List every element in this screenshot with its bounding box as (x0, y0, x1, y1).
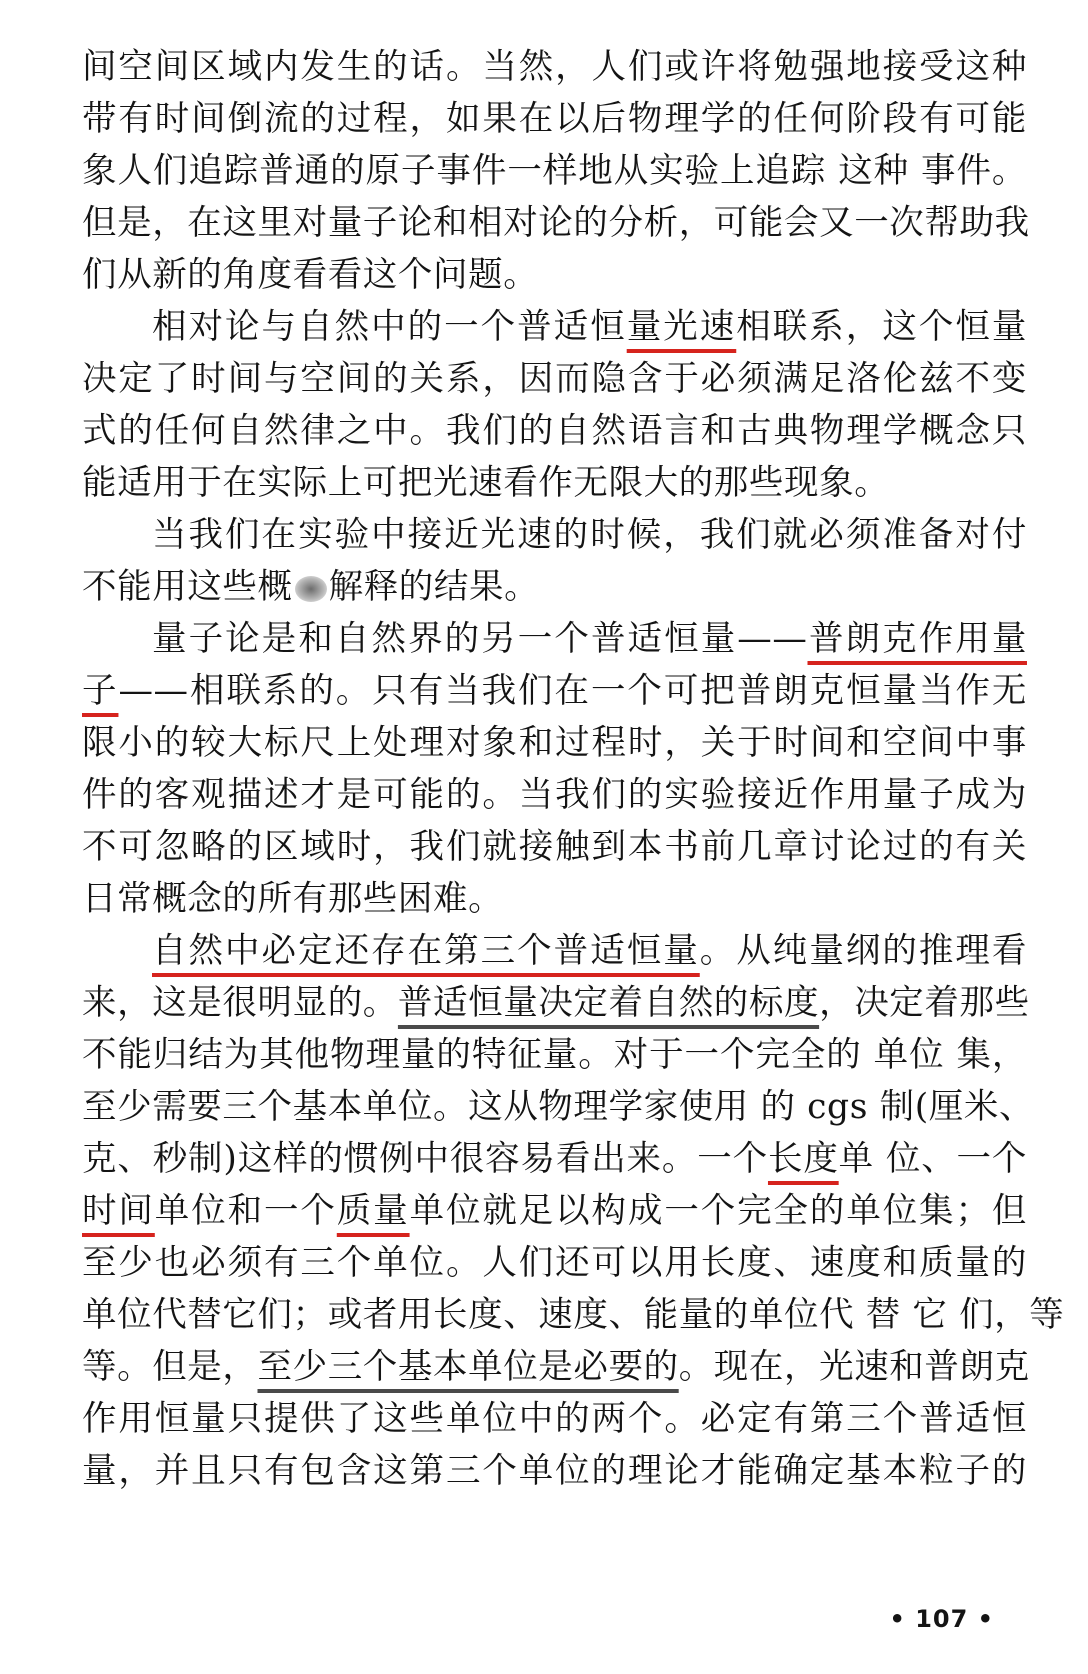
text-segment: 相对论与自然中的一个普适恒 (152, 307, 627, 347)
text-line (152, 924, 1027, 978)
text-segment: 单位就足以构成一个完全的单位集；但 (409, 1191, 1028, 1231)
text-line (82, 976, 1030, 1030)
text-segment: 不能用这些概 (82, 567, 293, 607)
text-line: 单位代替它们；或者用长度、速度、能量的单位代 替 它 们，等 (82, 1295, 1065, 1335)
text-line: 能适用于在实际上可把光速看作无限大的那些现象。 (82, 463, 890, 503)
blurred-character (295, 576, 327, 602)
text-line: 象人们追踪普通的原子事件一样地从实验上追踪 这种 事件。 (82, 151, 1027, 191)
text-line (82, 560, 1027, 614)
text-segment: 量子论是和自然界的另一个普适恒量—— (152, 619, 808, 659)
red-underlined-text: 长度 (767, 1139, 839, 1179)
text-line (152, 300, 1027, 354)
text-line: 量，并且只有包含这第三个单位的理论才能确定基本粒子的 (82, 1451, 1027, 1491)
text-segment: 。现在，光速和普朗克 (678, 1347, 1030, 1387)
text-line: 作用恒量只提供了这些单位中的两个。必定有第三个普适恒 (82, 1399, 1027, 1439)
text-segment: 相联系，这个恒量 (736, 307, 1027, 347)
text-segment: 解释的结果。 (328, 567, 540, 607)
text-line: 限小的较大标尺上处理对象和过程时，关于时间和空间中事 (82, 723, 1027, 763)
text-segment: ——相联系的。只有当我们在一个可把普朗克恒量当作无 (118, 671, 1027, 711)
text-line: 至少也必须有三个单位。人们还可以用长度、速度和质量的 (82, 1243, 1027, 1283)
text-line: 不能归结为其他物理量的特征量。对于一个完全的 单位 集， (82, 1035, 1027, 1075)
text-segment: 克、秒制)这样的惯例中很容易看出来。一个 (82, 1139, 768, 1179)
text-line: 件的客观描述才是可能的。当我们的实验接近作用量子成为 (82, 775, 1027, 815)
text-line: 间空间区域内发生的话。当然，人们或许将勉强地接受这种 (82, 47, 1027, 87)
text-line: 式的任何自然律之中。我们的自然语言和古典物理学概念只 (82, 411, 1027, 451)
text-line (82, 1340, 1030, 1394)
red-underlined-text: 时间 (82, 1191, 155, 1231)
red-underlined-text: 质量 (336, 1191, 410, 1231)
red-underlined-text: 自然中必定还存在第三个普适恒量 (152, 931, 700, 971)
text-segment: 单位和一个 (154, 1191, 337, 1231)
text-line (152, 612, 1027, 666)
text-line: 至少需要三个基本单位。这从物理学家使用 的 cgs 制(厘米、 (82, 1087, 1035, 1127)
text-line (82, 1132, 1027, 1186)
text-line: 不可忽略的区域时，我们就接触到本书前几章讨论过的有关 (82, 827, 1027, 867)
red-underlined-text: 普朗克作用量 (807, 619, 1027, 659)
red-underlined-text: 子 (82, 671, 119, 711)
gray-underlined-text: 普适恒量决定着自然的标度 (397, 983, 820, 1023)
text-segment: ，决定着那些 (819, 983, 1030, 1023)
text-segment: 。从纯量纲的推理看 (699, 931, 1028, 971)
text-line: 但是，在这里对量子论和相对论的分析，可能会又一次帮助我 (82, 203, 1030, 243)
text-segment: 单 位、一个 (838, 1139, 1027, 1179)
text-segment: 来，这是很明显的。 (82, 983, 398, 1023)
text-line: 当我们在实验中接近光速的时候，我们就必须准备对付 (152, 515, 1027, 555)
text-line (82, 664, 1027, 718)
gray-underlined-text: 至少三个基本单位是必要的 (257, 1347, 679, 1387)
text-line: 决定了时间与空间的关系，因而隐含于必须满足洛伦兹不变 (82, 359, 1027, 399)
text-line: 们从新的角度看看这个问题。 (82, 255, 539, 295)
text-line (82, 1184, 1027, 1238)
text-line: 带有时间倒流的过程，如果在以后物理学的任何阶段有可能 (82, 99, 1027, 139)
page-number: • 107 • (889, 1605, 994, 1633)
red-underlined-text: 量光速 (626, 307, 737, 347)
text-line: 日常概念的所有那些困难。 (82, 879, 504, 919)
text-segment: 等。但是， (82, 1347, 258, 1387)
